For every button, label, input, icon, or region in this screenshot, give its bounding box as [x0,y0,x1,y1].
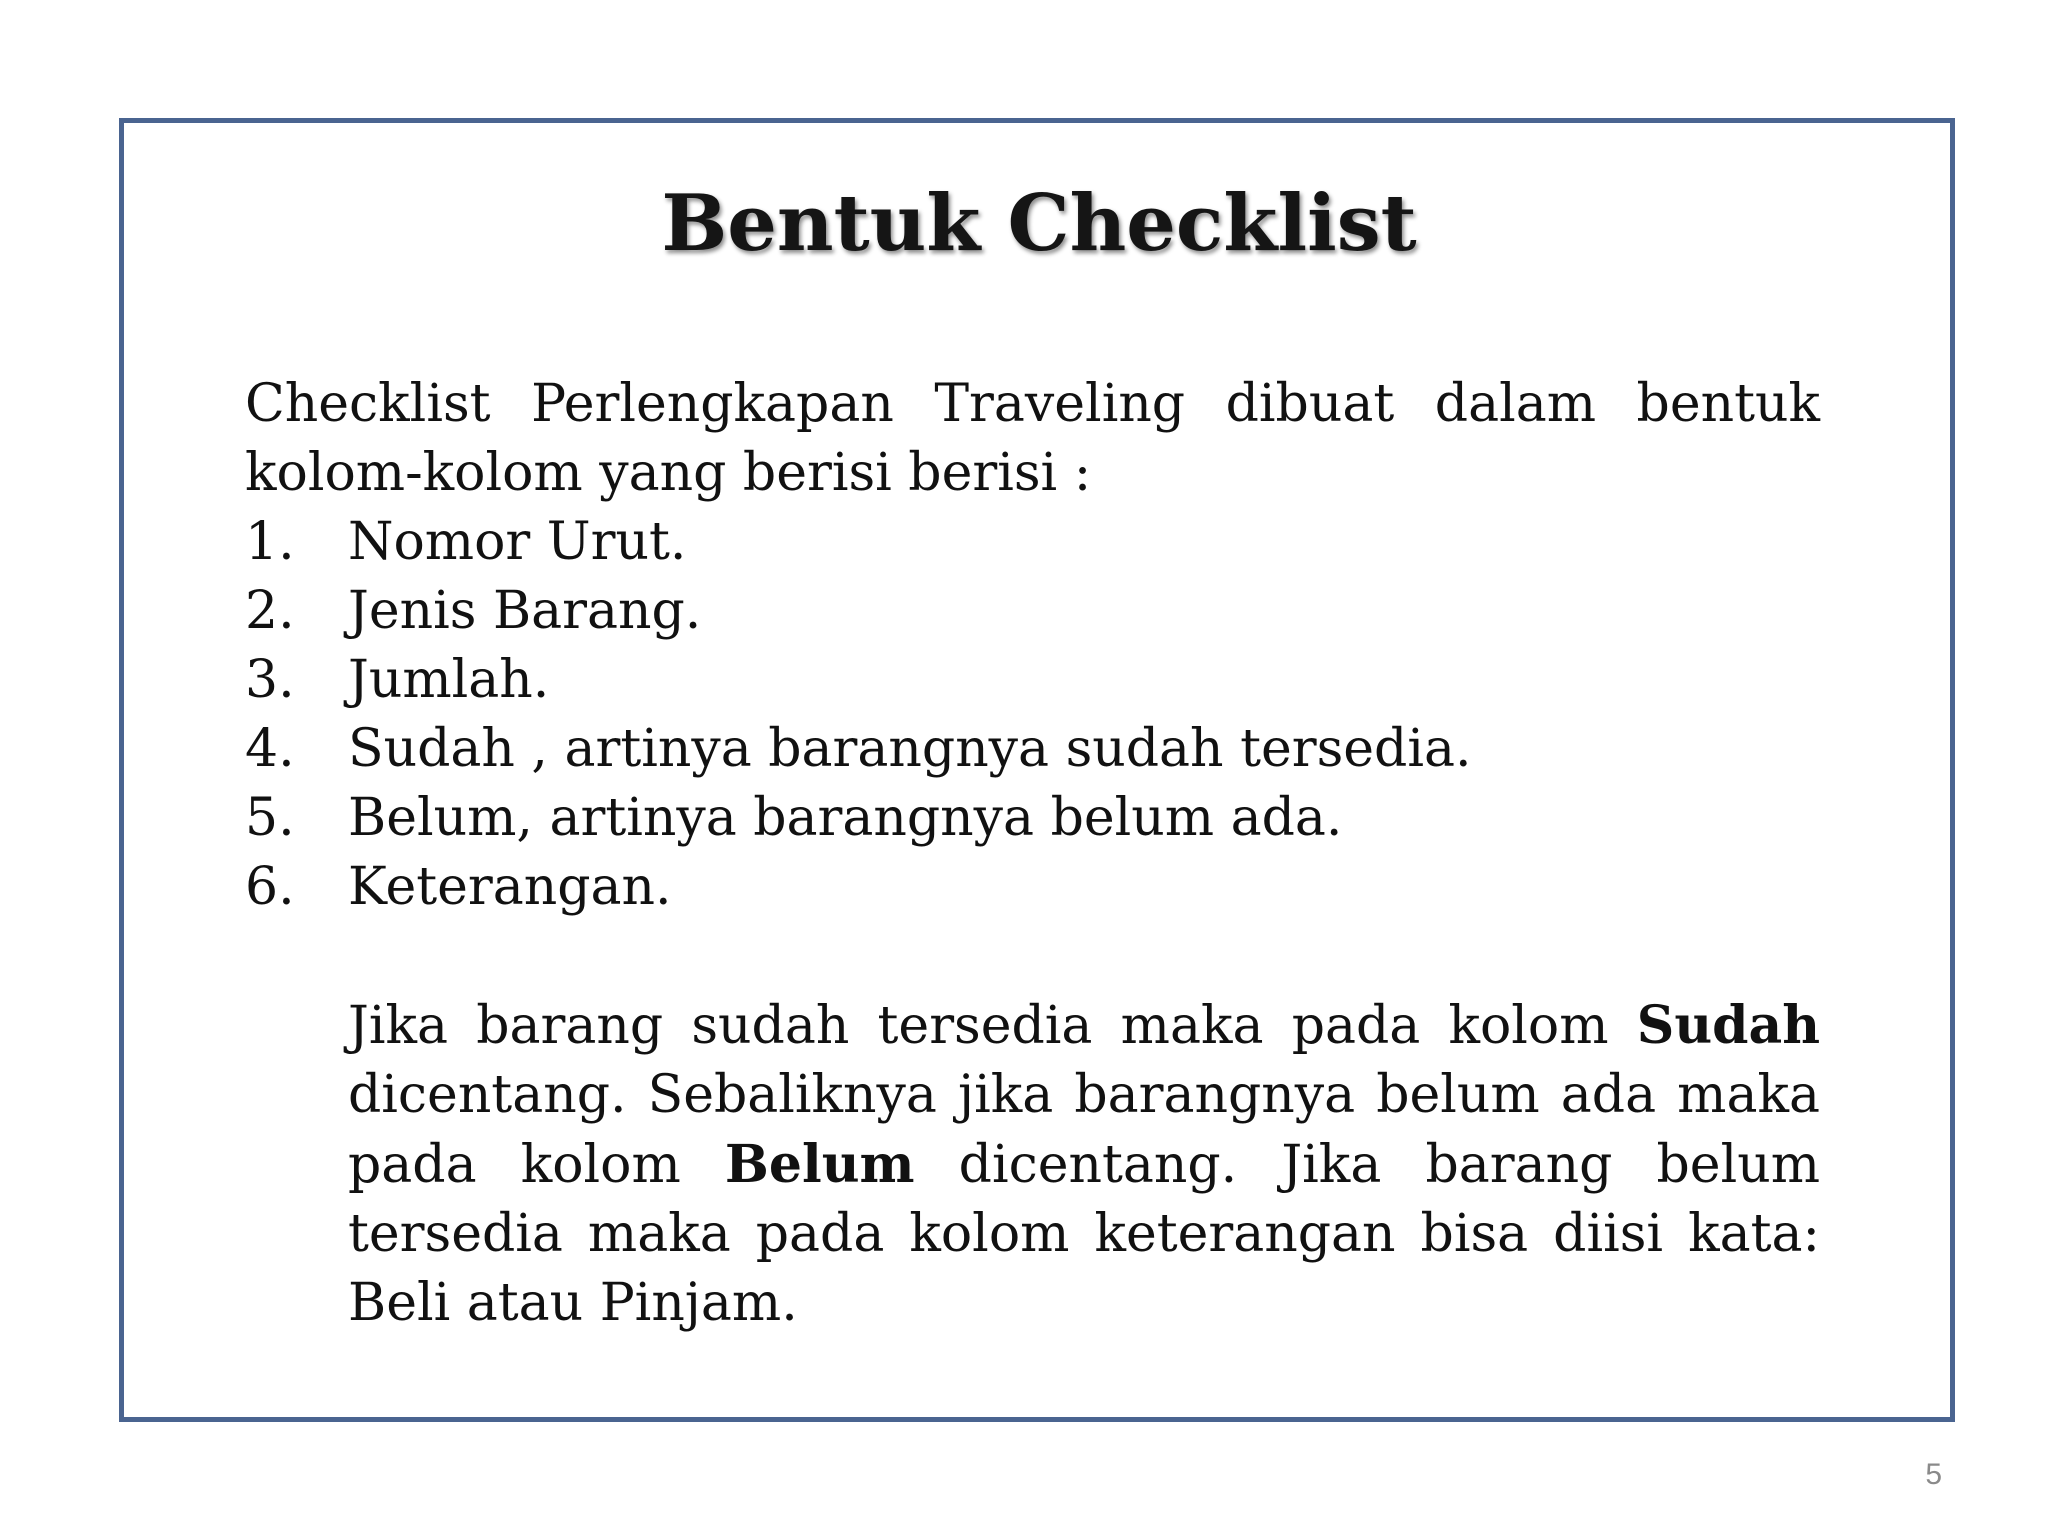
note-text-2: dicentang. Sebaliknya jika barangnya belum ada maka pada kolom [348,1065,1820,1195]
intro-paragraph [245,370,1820,508]
list-number: 2. [245,581,295,641]
list-number: 1. [245,512,295,572]
page-number: 5 [1925,1458,1942,1491]
list-text: Belum, artinya barangnya belum ada. [348,788,1343,848]
list-number: 4. [245,719,295,779]
intro-line-2: kolom-kolom yang berisi berisi : [245,443,1092,503]
note-bold-belum: Belum [724,1134,915,1195]
slide-title: Bentuk Checklist [661,178,1417,269]
note-paragraph [348,991,1820,1338]
checklist-columns-list [245,508,1820,922]
list-number: 6. [245,857,295,917]
list-item [245,577,1820,646]
slide-content [245,370,1820,1338]
note-bold-sudah: Sudah [1636,995,1820,1056]
list-item [245,646,1820,715]
list-item [245,508,1820,577]
intro-line-1: Checklist Perlengkapan Traveling dibuat dalam bentuk [245,374,1820,434]
note-text-3: dicentang. Jika barang belum tersedia maka pada kolom keterangan bisa diisi kata: Beli atau Pinjam. [348,1135,1821,1333]
list-text: Jumlah. [348,650,550,710]
list-item [245,715,1820,784]
note-text-1: Jika barang sudah tersedia maka pada kolom [348,996,1637,1056]
list-text: Jenis Barang. [348,581,702,641]
list-number: 3. [245,650,295,710]
list-text: Keterangan. [348,857,672,917]
list-text: Sudah , artinya barangnya sudah tersedia. [348,719,1472,779]
list-item [245,784,1820,853]
list-text: Nomor Urut. [348,512,687,572]
list-number: 5. [245,788,295,848]
list-item [245,853,1820,922]
